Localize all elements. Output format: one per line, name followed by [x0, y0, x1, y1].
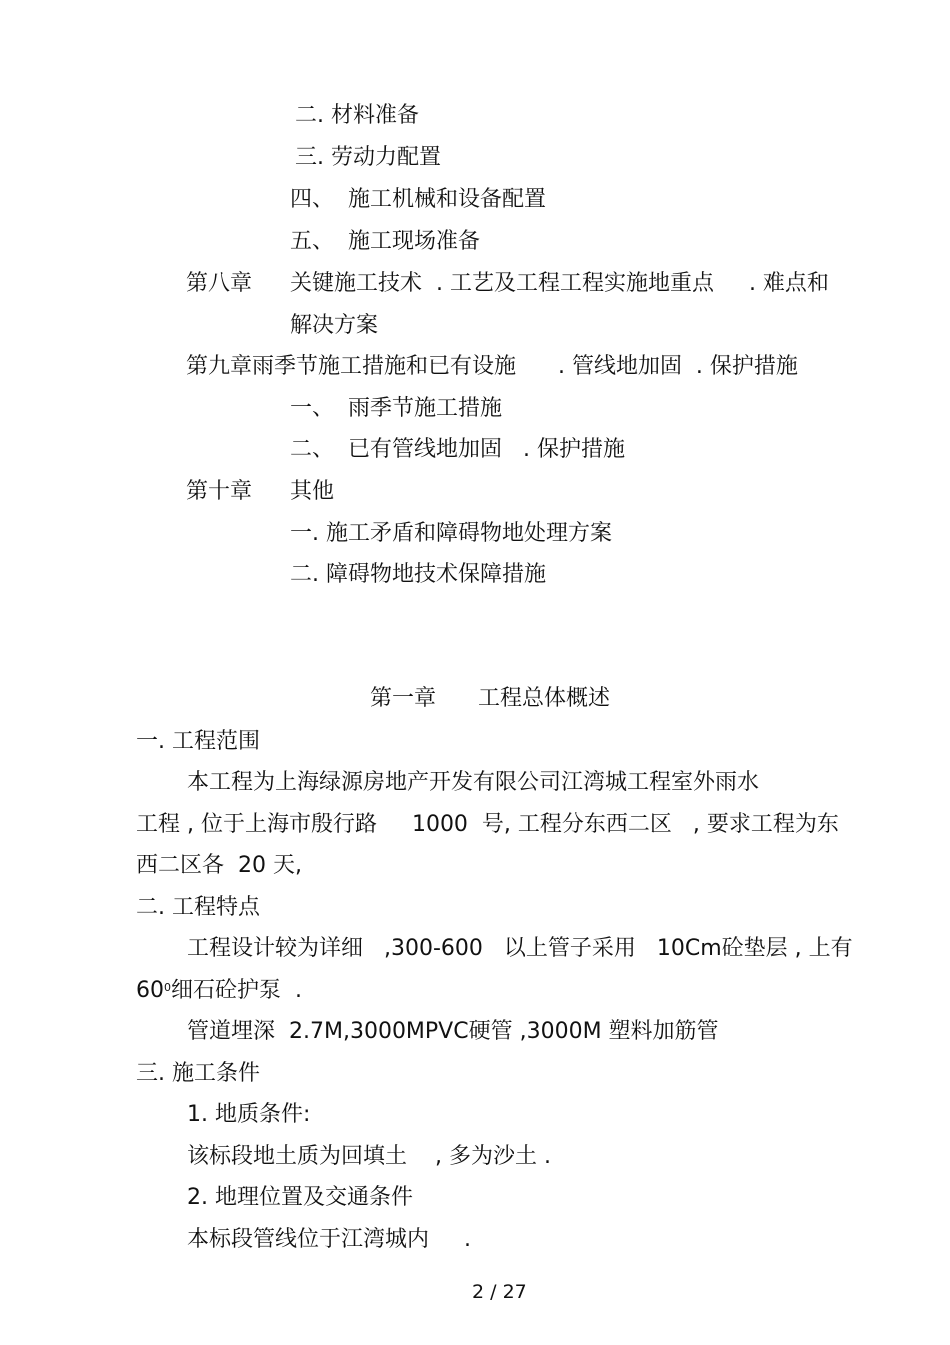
toc-chapter10-item2: 二. 障碍物地技术保障措施: [290, 562, 546, 587]
geology-text: 该标段地土质为回填土 , 多为沙土 .: [187, 1144, 551, 1169]
section-features-pipe-depth: 管道埋深 2.7M,3000MPVC硬管 ,3000M 塑料加筋管: [187, 1019, 719, 1044]
location-traffic-text: 本标段管线位于江湾城内 .: [187, 1227, 471, 1252]
toc-item-labor: 三. 劳动力配置: [295, 145, 441, 170]
geology-title: 1. 地质条件:: [187, 1102, 311, 1127]
section-scope-paragraph-line2: 工程 , 位于上海市殷行路 1000 号, 工程分东西二区 , 要求工程为东: [136, 812, 839, 837]
chapter1-heading: 第一章 工程总体概述: [370, 686, 610, 711]
toc-chapter10-item1: 一. 施工矛盾和障碍物地处理方案: [290, 521, 612, 546]
concrete-spec-text: 细石砼护泵 .: [171, 978, 302, 1003]
concrete-spec-number: 60: [136, 978, 164, 1003]
toc-chapter8-title-cont: 解决方案: [290, 313, 379, 338]
section-scope-paragraph: 本工程为上海绿源房地产开发有限公司江湾城工程室外雨水: [187, 770, 760, 795]
section-conditions-title: 三. 施工条件: [136, 1061, 260, 1086]
section-scope-paragraph-line3: 西二区各 20 天,: [136, 853, 302, 878]
section-features-paragraph-line2: [136, 977, 302, 1005]
section-scope-title: 一. 工程范围: [136, 729, 260, 754]
location-traffic-title: 2. 地理位置及交通条件: [187, 1185, 413, 1210]
superscript-mark: 0: [164, 981, 171, 994]
section-features-title: 二. 工程特点: [136, 895, 260, 920]
toc-item-site-prep: 五、 施工现场准备: [290, 229, 480, 254]
toc-chapter9-item2: 二、 已有管线地加固 . 保护措施: [290, 437, 625, 462]
toc-chapter8-label: 第八章: [186, 271, 253, 296]
page-number: 2 / 27: [472, 1281, 527, 1303]
section-features-paragraph: 工程设计较为详细 ,300-600 以上管子采用 10Cm砼垫层 , 上有: [187, 936, 853, 961]
toc-chapter10-label: 第十章: [186, 479, 253, 504]
toc-chapter8-title: 关键施工技术 . 工艺及工程工程实施地重点 . 难点和: [290, 271, 829, 296]
toc-chapter9-item1: 一、 雨季节施工措施: [290, 396, 502, 421]
toc-item-machinery: 四、 施工机械和设备配置: [290, 187, 546, 212]
toc-item-materials: 二. 材料准备: [295, 103, 419, 128]
toc-chapter9: 第九章雨季节施工措施和已有设施 . 管线地加固 . 保护措施: [186, 354, 798, 379]
toc-chapter10-title: 其他: [290, 479, 335, 504]
